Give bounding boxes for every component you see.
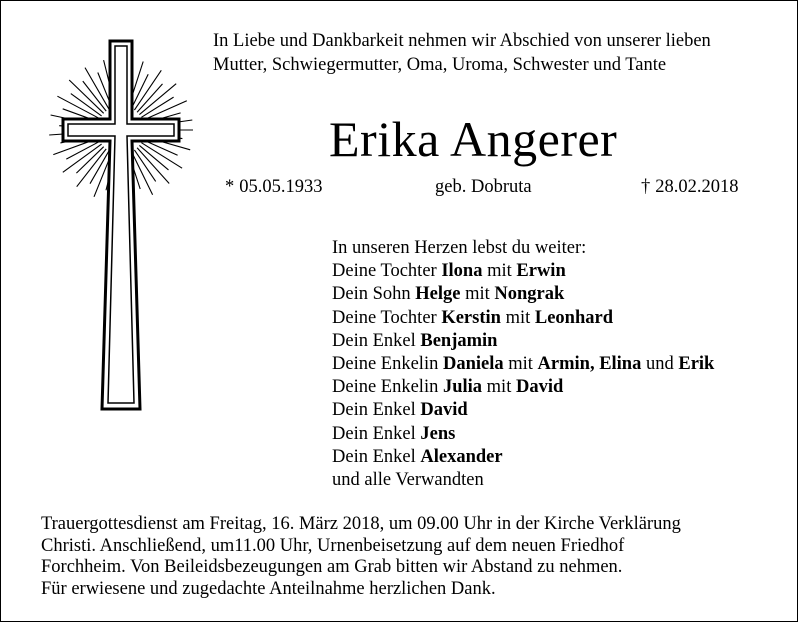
survivor-relation: Dein Sohn [332, 284, 416, 305]
survivor-relation: Deine Enkelin [332, 377, 443, 398]
survivor-lines [332, 260, 782, 469]
intro-line: In Liebe und Dankbarkeit nehmen wir Abschied von unserer lieben [213, 31, 711, 51]
radiant-cross-icon [41, 31, 201, 421]
survivor-relation: mit [500, 307, 535, 328]
survivor-relation: mit [460, 284, 495, 305]
survivor-name: Nongrak [494, 284, 565, 305]
survivor-relation: Dein Enkel [332, 400, 421, 421]
service-info [41, 514, 791, 600]
survivor-name: David [420, 400, 468, 421]
survivor-relation: mit [482, 261, 517, 282]
survivor-name: David [515, 377, 564, 398]
survivor-relation: mit [482, 377, 516, 398]
survivor-line [332, 376, 782, 399]
survivor-name: Julia [442, 377, 483, 398]
survivor-relation: Deine Tochter [332, 307, 442, 328]
maiden-name: geb. Dobruta [435, 177, 532, 197]
birth-date-value: 05.05.1933 [239, 177, 323, 197]
survivors-intro: In unseren Herzen lebst du weiter: [332, 238, 587, 258]
survivor-relation: und [641, 354, 679, 375]
survivor-name: Benjamin [420, 330, 498, 351]
survivor-relation: Deine Tochter [332, 261, 442, 282]
survivor-relation: Dein Enkel [332, 446, 421, 467]
survivor-line [332, 399, 782, 422]
survivor-line [332, 423, 782, 446]
death-date [641, 175, 739, 199]
survivors-closing: und alle Verwandten [332, 470, 484, 491]
survivor-name: Leonhard [534, 307, 613, 328]
survivors-list [332, 237, 782, 492]
death-cross-icon: † [641, 177, 651, 197]
survivor-name: Erwin [516, 261, 566, 282]
survivor-relation: Dein Enkel [332, 330, 421, 351]
service-line: Christi. Anschließend, um11.00 Uhr, Urnenbeisetzung auf dem neuen Friedhof [41, 535, 625, 556]
service-line: Trauergottesdienst am Freitag, 16. März 2018, um 09.00 Uhr in der Kirche Verklärung [41, 514, 681, 534]
birth-date [225, 175, 323, 199]
survivor-name: Jens [420, 423, 456, 444]
survivor-line [332, 283, 782, 306]
survivor-line [332, 307, 782, 330]
intro-line: Mutter, Schwiegermutter, Oma, Uroma, Schwester und Tante [213, 55, 667, 75]
survivor-line [332, 353, 782, 376]
service-line: Forchheim. Von Beileidsbezeugungen am Grab bitten wir Abstand zu nehmen. [41, 557, 623, 577]
survivor-name: Alexander [420, 446, 503, 467]
survivor-line [332, 260, 782, 283]
survivor-line [332, 446, 782, 469]
survivor-name: Erik [678, 354, 715, 375]
survivor-name: Ilona [441, 261, 483, 282]
birth-star-icon: * [225, 177, 235, 197]
survivor-name: Helge [415, 284, 461, 305]
survivor-name: Armin, Elina [537, 354, 642, 375]
survivor-relation: Deine Enkelin [332, 354, 443, 375]
service-line: Für erwiesene und zugedachte Anteilnahme herzlichen Dank. [41, 578, 496, 599]
intro-text [213, 29, 783, 77]
death-date-value: 28.02.2018 [655, 177, 739, 197]
survivor-relation: mit [503, 354, 538, 375]
survivor-name: Daniela [442, 354, 504, 375]
survivor-relation: Dein Enkel [332, 423, 421, 444]
deceased-name: Erika Angerer [329, 111, 618, 167]
survivor-line [332, 330, 782, 353]
survivor-name: Kerstin [441, 307, 501, 328]
